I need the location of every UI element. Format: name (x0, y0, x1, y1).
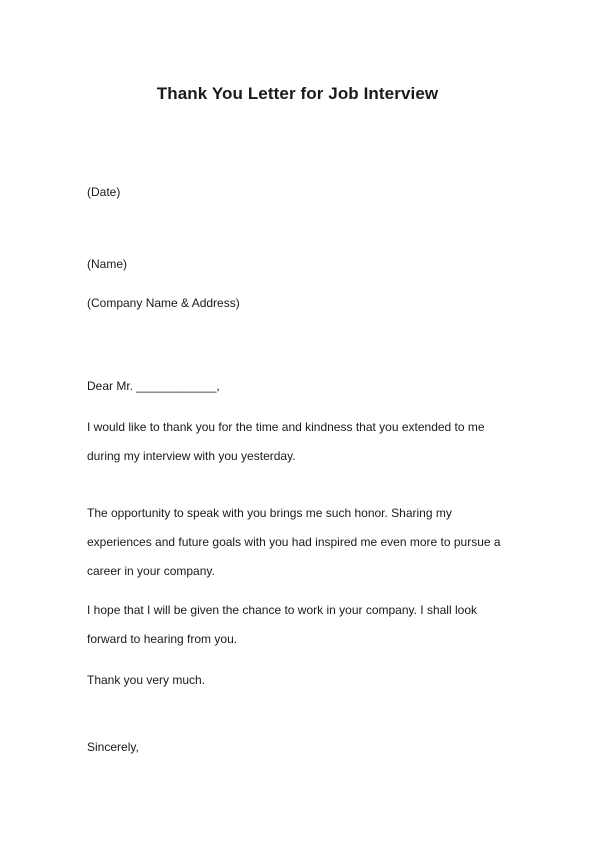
paragraph-2-line-1: The opportunity to speak with you brings me such honor. Sharing my (87, 506, 452, 520)
paragraph-3-line-1: I hope that I will be given the chance to work in your company. I shall look (87, 603, 477, 617)
paragraph-3-line-2: forward to hearing from you. (87, 632, 238, 646)
closing: Sincerely, (87, 740, 139, 754)
thanks-line: Thank you very much. (87, 673, 206, 687)
paragraph-1-line-1: I would like to thank you for the time and kindness that you extended to me (87, 420, 485, 434)
salutation: Dear Mr. ____________, (87, 379, 220, 393)
paragraph-2-line-3: career in your company. (87, 564, 215, 578)
date-placeholder: (Date) (87, 185, 121, 199)
recipient-name-placeholder: (Name) (87, 257, 128, 271)
letter-title: Thank You Letter for Job Interview (156, 84, 439, 103)
company-address-placeholder: (Company Name & Address) (87, 296, 240, 310)
paragraph-1-line-2: during my interview with you yesterday. (87, 449, 296, 463)
paragraph-2-line-2: experiences and future goals with you had inspired me even more to pursue a (87, 535, 501, 549)
